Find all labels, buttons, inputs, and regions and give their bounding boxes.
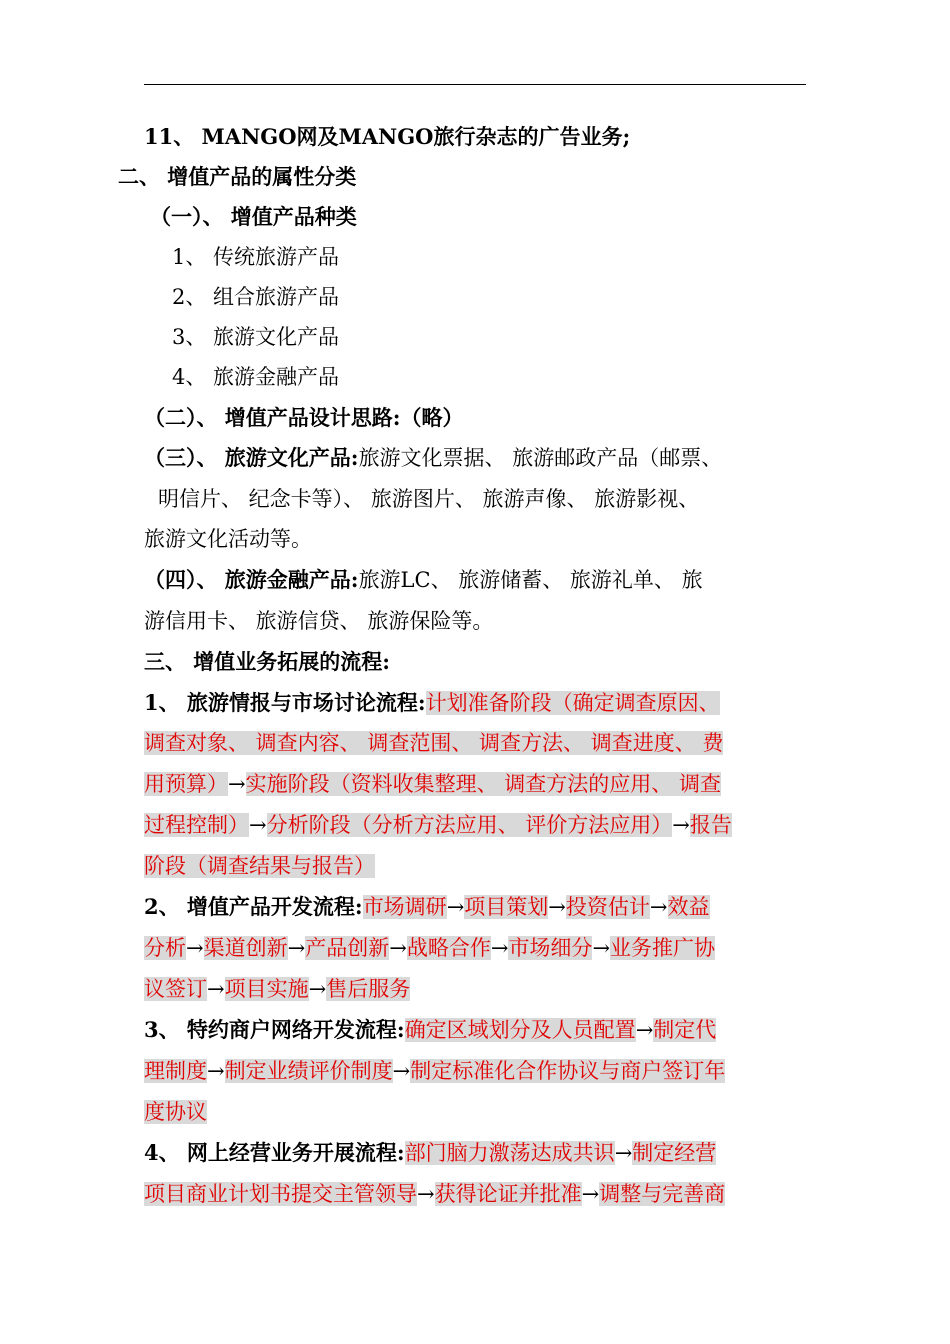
list-item: 2、 组合旅游产品 <box>172 285 340 309</box>
arrow: → <box>417 1182 435 1206</box>
highlighted-step: 制定业绩评价制度 <box>224 1059 393 1083</box>
arrow: → <box>672 813 690 837</box>
process-4-line-2 <box>144 1179 725 1209</box>
highlighted-step: 效益 <box>667 895 710 919</box>
subsection-3-line-3: 旅游文化活动等。 <box>144 527 312 551</box>
process-1-line-2 <box>144 728 723 758</box>
subsection-3-text: 旅游文化票据、 旅游邮政产品（邮票、 <box>358 446 723 470</box>
highlighted-step: 部门脑力激荡达成共识 <box>404 1141 615 1165</box>
process-2-line-1 <box>144 892 710 922</box>
highlighted-step: 制定经营 <box>632 1141 717 1165</box>
highlighted-step: 过程控制） <box>144 813 249 837</box>
process-1-heading: 1、 旅游情报与市场讨论流程: <box>144 690 426 715</box>
subsection-2-heading: （二）、 增值产品设计思路:（略） <box>144 405 464 430</box>
highlighted-step: 分析 <box>144 936 186 960</box>
process-4-line-1 <box>144 1138 716 1168</box>
highlighted-step: 确定区域划分及人员配置 <box>404 1018 636 1042</box>
highlighted-step: 实施阶段（资料收集整理、 调查方法的应用、 调查 <box>245 772 721 796</box>
highlighted-step: 理制度 <box>144 1059 207 1083</box>
highlighted-step: 制定标准化合作协议与商户签订年 <box>410 1059 726 1083</box>
process-1-line-1 <box>144 688 720 718</box>
highlighted-step: 市场细分 <box>508 936 593 960</box>
highlighted-step: 投资估计 <box>565 895 650 919</box>
subsection-3-line-1 <box>144 443 722 473</box>
highlighted-step: 业务推广协 <box>610 936 716 960</box>
subsection-4-text: 旅游LC、 旅游储蓄、 旅游礼单、 旅 <box>358 568 703 592</box>
highlighted-step: 调整与完善商 <box>599 1182 726 1206</box>
process-1-line-5 <box>144 851 375 881</box>
highlighted-step: 市场调研 <box>362 895 447 919</box>
highlighted-step: 计划准备阶段（确定调查原因、 <box>425 691 720 715</box>
arrow: → <box>207 1059 225 1083</box>
subsection-3-line-2: 明信片、 纪念卡等）、 旅游图片、 旅游声像、 旅游影视、 <box>158 487 700 511</box>
arrow: → <box>548 895 566 919</box>
arrow: → <box>308 977 327 1001</box>
arrow: → <box>249 813 267 837</box>
highlighted-step: 获得论证并批准 <box>434 1182 582 1206</box>
arrow: → <box>207 977 225 1001</box>
highlighted-step: 报告 <box>689 813 732 837</box>
process-2-heading: 2、 增值产品开发流程: <box>144 894 363 919</box>
highlighted-step: 调查对象、 调查内容、 调查范围、 调查方法、 调查进度、 费 <box>144 731 724 755</box>
highlighted-step: 阶段（调查结果与报告） <box>144 854 375 878</box>
highlighted-step: 渠道创新 <box>203 936 288 960</box>
process-3-line-1 <box>144 1015 716 1045</box>
process-3-heading: 3、 特约商户网络开发流程: <box>144 1017 405 1042</box>
section-2-heading: 二、 增值产品的属性分类 <box>118 164 357 189</box>
process-3-line-2 <box>144 1056 725 1086</box>
arrow: → <box>635 1018 654 1042</box>
arrow: → <box>389 936 407 960</box>
highlighted-step: 议签订 <box>144 977 207 1001</box>
process-4-heading: 4、 网上经营业务开展流程: <box>144 1140 405 1165</box>
arrow: → <box>186 936 204 960</box>
list-item: 3、 旅游文化产品 <box>172 325 340 349</box>
highlighted-step: 项目策划 <box>464 895 549 919</box>
process-3-line-3 <box>144 1097 207 1127</box>
list-item: 1、 传统旅游产品 <box>172 245 340 269</box>
subsection-3-heading: （三）、 旅游文化产品: <box>144 445 359 470</box>
arrow: → <box>287 936 306 960</box>
subsection-4-heading: （四）、 旅游金融产品: <box>144 567 359 592</box>
arrow: → <box>228 772 246 796</box>
highlighted-step: 售后服务 <box>326 977 411 1001</box>
process-2-line-3 <box>144 974 410 1004</box>
arrow: → <box>392 1059 411 1083</box>
list-item: 4、 旅游金融产品 <box>172 365 340 389</box>
highlighted-step: 制定代 <box>653 1018 717 1042</box>
item-11: 11、 MANGO网及MANGO旅行杂志的广告业务; <box>144 124 631 149</box>
arrow: → <box>614 1141 633 1165</box>
subsection-4-line-2: 游信用卡、 旅游信贷、 旅游保险等。 <box>144 609 494 633</box>
arrow: → <box>649 895 668 919</box>
highlighted-step: 战略合作 <box>406 936 491 960</box>
header-rule <box>144 84 806 85</box>
subsection-1-heading: （一）、 增值产品种类 <box>150 204 357 229</box>
highlighted-step: 项目实施 <box>224 977 309 1001</box>
highlighted-step: 用预算） <box>144 772 228 796</box>
arrow: → <box>592 936 611 960</box>
process-1-line-4 <box>144 810 732 840</box>
highlighted-step: 分析阶段（分析方法应用、 评价方法应用） <box>266 813 673 837</box>
subsection-4-line-1 <box>144 565 703 595</box>
section-3-heading: 三、 增值业务拓展的流程: <box>144 649 391 674</box>
process-1-line-3 <box>144 769 721 799</box>
arrow: → <box>581 1182 600 1206</box>
highlighted-step: 项目商业计划书提交主管领导 <box>144 1182 417 1206</box>
process-2-line-2 <box>144 933 715 963</box>
highlighted-step: 产品创新 <box>305 936 390 960</box>
highlighted-step: 度协议 <box>144 1100 207 1124</box>
arrow: → <box>446 895 465 919</box>
arrow: → <box>490 936 509 960</box>
